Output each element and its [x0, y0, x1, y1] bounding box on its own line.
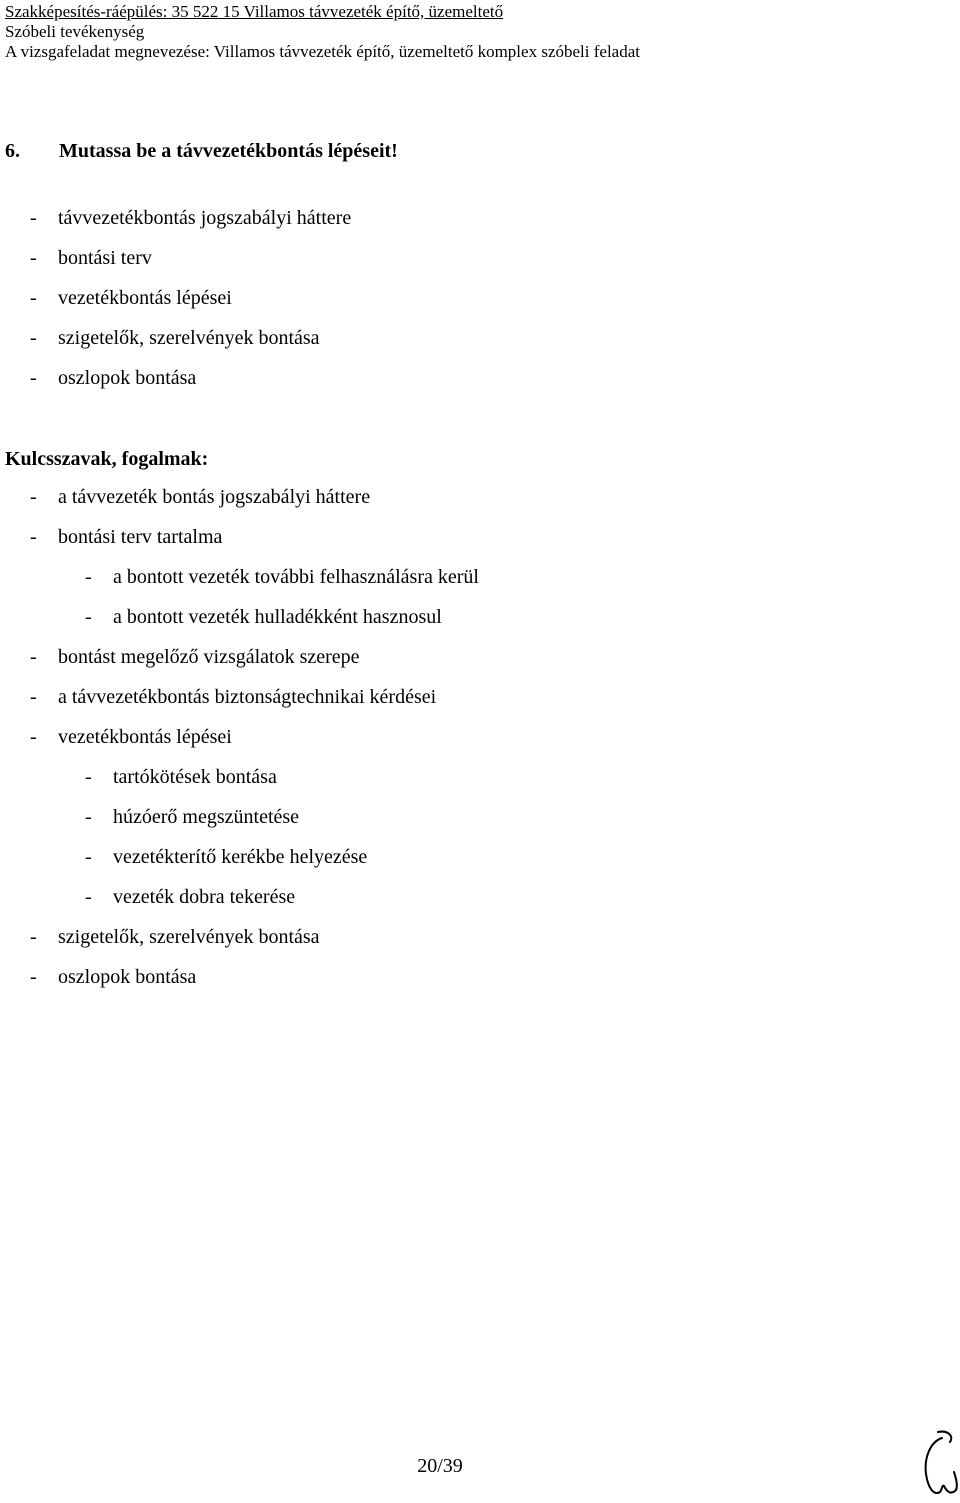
bullet-dash: - [85, 766, 92, 788]
keyword-item [30, 957, 479, 997]
keyword-item-text: oszlopok bontása [58, 966, 197, 988]
bullet-dash: - [30, 646, 37, 668]
topic-item [30, 238, 351, 278]
keyword-item-text: bontási terv tartalma [58, 526, 223, 548]
document-header [5, 2, 945, 62]
bullet-dash: - [30, 526, 37, 548]
keyword-item [30, 797, 479, 837]
bullet-dash: - [30, 327, 37, 349]
keyword-item-text: tartókötések bontása [113, 766, 277, 788]
keyword-item [30, 757, 479, 797]
keyword-item [30, 637, 479, 677]
keyword-item [30, 717, 479, 757]
header-qualification: Szakképesítés-ráépülés: 35 522 15 Villamos távvezeték építő, üzemeltető [5, 2, 504, 21]
bullet-dash: - [85, 566, 92, 588]
keyword-item [30, 677, 479, 717]
topic-item-text: vezetékbontás lépései [58, 287, 232, 309]
keyword-item-text: a távvezeték bontás jogszabályi háttere [58, 486, 371, 508]
topic-item-text: bontási terv [58, 247, 152, 269]
question-number: 6. [5, 140, 20, 162]
bullet-dash: - [30, 966, 37, 988]
keyword-item-text: bontást megelőző vizsgálatok szerepe [58, 646, 360, 668]
keyword-item [30, 517, 479, 557]
topic-item-text: oszlopok bontása [58, 367, 197, 389]
bullet-dash: - [85, 846, 92, 868]
bullet-dash: - [85, 886, 92, 908]
keyword-item-text: húzóerő megszüntetése [113, 806, 300, 828]
question-text: Mutassa be a távvezetékbontás lépéseit! [59, 140, 398, 162]
bullet-dash: - [30, 926, 37, 948]
keyword-item-text: szigetelők, szerelvények bontása [58, 926, 320, 948]
bullet-dash: - [30, 367, 37, 389]
topic-item-text: távvezetékbontás jogszabályi háttere [58, 207, 352, 229]
topic-item-text: szigetelők, szerelvények bontása [58, 327, 320, 349]
topic-item [30, 318, 351, 358]
keyword-item-text: a távvezetékbontás biztonságtechnikai kérdései [58, 686, 437, 708]
header-task-name: A vizsgafeladat megnevezése: Villamos távvezeték építő, üzemeltető komplex szóbeli feladat [5, 42, 640, 61]
bullet-dash: - [30, 486, 37, 508]
keyword-item-text: a bontott vezeték hulladékként hasznosul [113, 606, 442, 628]
keyword-item [30, 837, 479, 877]
bullet-dash: - [30, 247, 37, 269]
keyword-item [30, 557, 479, 597]
keyword-item-text: vezetékbontás lépései [58, 726, 232, 748]
bullet-dash: - [85, 606, 92, 628]
keyword-item-text: a bontott vezeték további felhasználásra kerül [113, 566, 479, 588]
bullet-dash: - [30, 726, 37, 748]
bullet-dash: - [30, 287, 37, 309]
signature-mark [918, 1428, 958, 1500]
bullet-dash: - [30, 686, 37, 708]
keyword-list [30, 477, 479, 997]
keyword-item [30, 477, 479, 517]
bullet-dash: - [30, 207, 37, 229]
keyword-item-text: vezeték dobra tekerése [113, 886, 296, 908]
keyword-item [30, 597, 479, 637]
bullet-dash: - [85, 806, 92, 828]
topic-list [30, 198, 351, 398]
question-heading [5, 140, 398, 163]
keyword-item [30, 917, 479, 957]
topic-item [30, 358, 351, 398]
header-activity: Szóbeli tevékenység [5, 22, 145, 41]
keywords-title: Kulcsszavak, fogalmak: [5, 448, 209, 470]
topic-item [30, 198, 351, 238]
page-number: 20/39 [417, 1455, 463, 1477]
keyword-item-text: vezetékterítő kerékbe helyezése [113, 846, 368, 868]
topic-item [30, 278, 351, 318]
keyword-item [30, 877, 479, 917]
